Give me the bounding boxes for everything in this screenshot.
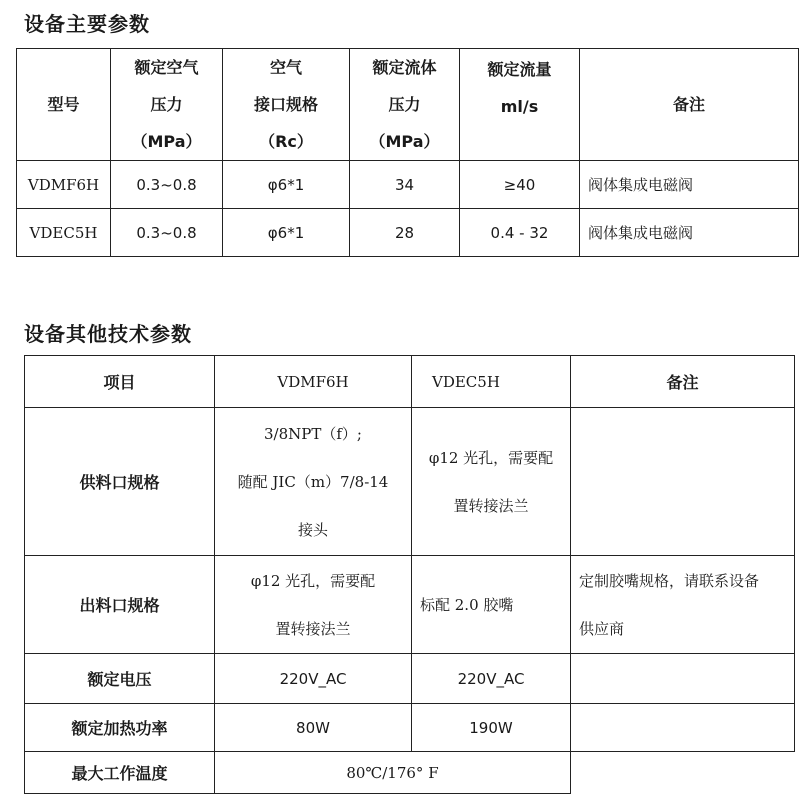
header-air-pressure: 额定空气 压力 （MPa）: [111, 49, 223, 161]
cell-fluid-pressure: 28: [350, 209, 460, 257]
cell-voltage-vdmf6h: 220V_AC: [215, 654, 412, 704]
header-vdmf6h: VDMF6H: [215, 356, 412, 408]
cell-flow: 0.4 - 32: [460, 209, 580, 257]
row-label-feed-port: 供料口规格: [25, 408, 215, 556]
empty-cell: [571, 752, 795, 794]
header-model: 型号: [17, 49, 111, 161]
table-row-outlet-port: [25, 556, 795, 654]
row-label-max-temp: 最大工作温度: [25, 752, 215, 794]
section-title-other-params: 设备其他技术参数: [24, 322, 192, 346]
cell-voltage-vdec5h: 220V_AC: [412, 654, 571, 704]
cell-feed-port-vdec5h: φ12 光孔，需要配 置转接法兰: [412, 408, 571, 556]
cell-feed-port-remark: [571, 408, 795, 556]
cell-voltage-remark: [571, 654, 795, 704]
header-item: 项目: [25, 356, 215, 408]
cell-heating-power-vdmf6h: 80W: [215, 704, 412, 752]
table-header-row: [17, 49, 799, 161]
cell-flow: ≥40: [460, 161, 580, 209]
cell-heating-power-remark: [571, 704, 795, 752]
cell-air-port: φ6*1: [223, 209, 350, 257]
table-row-voltage: [25, 654, 795, 704]
header-vdec5h: VDEC5H: [412, 356, 571, 408]
cell-model: VDEC5H: [17, 209, 111, 257]
row-label-outlet-port: 出料口规格: [25, 556, 215, 654]
table-row-heating-power: [25, 704, 795, 752]
cell-remark: 阀体集成电磁阀: [580, 161, 799, 209]
table-row-max-temp: [25, 752, 795, 794]
table-row: [17, 161, 799, 209]
cell-remark: 阀体集成电磁阀: [580, 209, 799, 257]
cell-max-temp: 80℃/176° F: [215, 752, 571, 794]
header-fluid-pressure: 额定流体 压力 （MPa）: [350, 49, 460, 161]
cell-outlet-port-remark: 定制胶嘴规格，请联系设备 供应商: [571, 556, 795, 654]
cell-feed-port-vdmf6h: 3/8NPT（f）; 随配 JIC（m）7/8-14 接头: [215, 408, 412, 556]
cell-air-pressure: 0.3~0.8: [111, 161, 223, 209]
cell-outlet-port-vdec5h: 标配 2.0 胶嘴: [412, 556, 571, 654]
header-flow: 额定流量 ml/s: [460, 49, 580, 161]
table-header-row: [25, 356, 795, 408]
cell-model: VDMF6H: [17, 161, 111, 209]
table-row-feed-port: [25, 408, 795, 556]
section-title-main-params: 设备主要参数: [24, 12, 150, 36]
cell-fluid-pressure: 34: [350, 161, 460, 209]
row-label-voltage: 额定电压: [25, 654, 215, 704]
cell-heating-power-vdec5h: 190W: [412, 704, 571, 752]
header-remark: 备注: [571, 356, 795, 408]
table-row: [17, 209, 799, 257]
header-remark: 备注: [580, 49, 799, 161]
header-air-port: 空气 接口规格 （Rc）: [223, 49, 350, 161]
row-label-heating-power: 额定加热功率: [25, 704, 215, 752]
cell-air-port: φ6*1: [223, 161, 350, 209]
other-params-table: [24, 355, 795, 794]
main-params-table: [16, 48, 799, 257]
cell-outlet-port-vdmf6h: φ12 光孔，需要配 置转接法兰: [215, 556, 412, 654]
cell-air-pressure: 0.3~0.8: [111, 209, 223, 257]
